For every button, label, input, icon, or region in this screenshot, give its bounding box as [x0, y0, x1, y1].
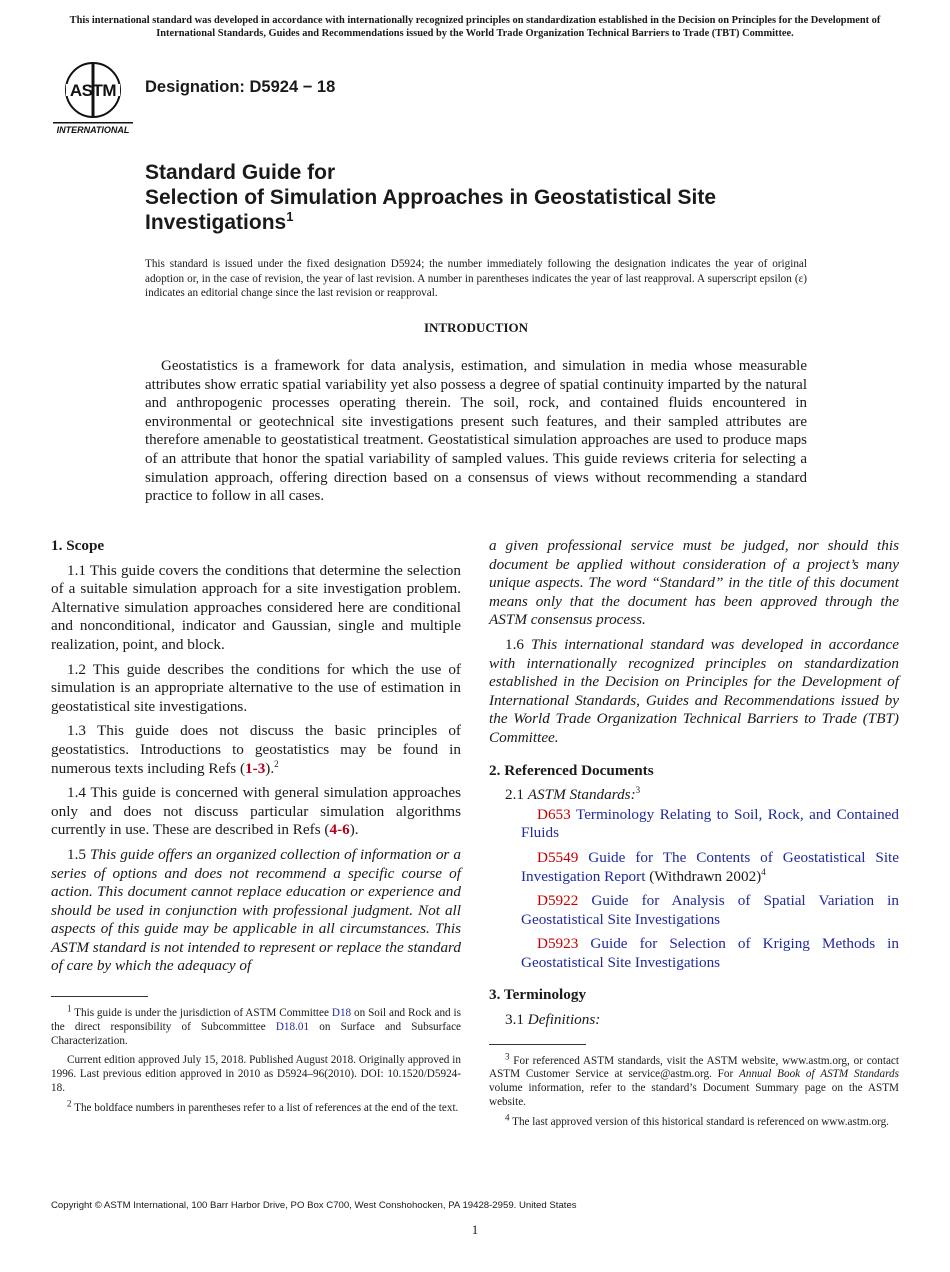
subcommittee-d18-01-link[interactable]: D18.01	[275, 1020, 310, 1033]
committee-d18-link[interactable]: D18	[331, 1007, 352, 1020]
footnote-mark: 4	[761, 866, 766, 877]
standard-status: (Withdrawn 2002)	[645, 867, 762, 885]
right-column	[489, 537, 899, 1136]
title-line-1: Standard Guide for	[145, 161, 336, 184]
title-line-2: Selection of Simulation Approaches in Geostatistical Site	[145, 186, 717, 209]
title-footnote-mark: 1	[286, 209, 294, 224]
standard-title[interactable]: Guide for The Contents of Geostatistical Site Investigation Report	[521, 848, 899, 885]
referenced-standard-d653[interactable]	[489, 806, 899, 843]
referenced-standard-d5922[interactable]	[489, 892, 899, 929]
astm-logo-icon	[51, 56, 135, 136]
section-2-1: 2.1 ASTM Standards:$^3$	[505, 785, 641, 804]
footnote-4: $^4$ The last approved version of this historical standard is referenced on www.astm.org.	[505, 1112, 889, 1128]
page-number: 1	[471, 1222, 479, 1237]
introduction-text: Geostatistics is a framework for data analysis, estimation, and simulation in media whose measurable attributes show erratic spatial variability yet also possess a degree of spatial continuity imparted by the natural and anthropogenic processes operating therein. The soil, rock, and contained fluids encountered in environmental or geotechnical site investigations present such features, and their sampled attributes are therefore amenable to geostatistical treatment. Geostatistical simulation approaches are used to produce maps of an attribute that honor the spatial variability of sampled values. This guide reviews criteria for selecting a simulation approach, offering direction based on a consensus of views without recommending a standard practice to follow in all cases.	[145, 358, 807, 505]
section-1-3: 1.3 This guide does not discuss the basic principles of geostatistics. Introductions to geostatistics may be found in numerous texts including Refs (1-3).$^2$	[51, 722, 461, 777]
section-1-6: 1.6 This international standard was developed in accordance with internationally recognized principles on standardization established in the Decision on Principles for the Development of International Standards, Guides and Recommendations issued by the World Trade Organization Technical Barriers to Trade (TBT) Committee.	[489, 635, 900, 746]
section-1-1: 1.1 This guide covers the conditions that determine the selection of a suitable simulation approach for a site investigation problem. Alternative simulation approaches considered here are conditional and nonconditional, indicator and Gaussian, single and multiple realization, point, and block.	[51, 561, 461, 653]
copyright-footer: Copyright © ASTM International, 100 Barr Harbor Drive, PO Box C700, West Conshohocken, PA 19428-2959. United States	[51, 1200, 577, 1211]
footnote-1-edition: Current edition approved July 15, 2018. Published August 2018. Originally approved in 1996. Last previous edition approved in 2010 as D5924–96(2010). DOI: 10.1520/D5924-18.	[51, 1054, 461, 1095]
section-1-5-continued: a given professional service must be judged, nor should this document be applied without consideration of a project’s many unique aspects. The word “Standard” in the title of this document means only that the document has been approved through the ASTM consensus process.	[489, 537, 899, 629]
section-3-1: 3.1 Definitions:	[505, 1011, 601, 1029]
referenced-standards-list	[489, 806, 899, 973]
issuance-statement: This standard is issued under the fixed designation D5924; the number immediately following the designation indicates the year of original adoption or, in the case of revision, the year of last revision. A number in parentheses indicates the year of last reapproval. A superscript epsilon (ε) indicates an editorial change since the last revision or reapproval.	[145, 258, 807, 299]
standard-title[interactable]: Terminology Relating to Soil, Rock, and Contained Fluids	[521, 805, 899, 842]
ref-link-1-3[interactable]: 1-3	[245, 759, 266, 777]
standard-code[interactable]: D5922	[537, 892, 579, 910]
footnote-mark-2: 2	[274, 758, 279, 769]
referenced-standard-d5923[interactable]	[489, 935, 899, 972]
terminology-heading: 3. Terminology	[489, 986, 587, 1004]
footnote-1: $^1$ This guide is under the jurisdiction of ASTM Committee D18 on Soil and Rock and is the direct responsibility of Subcommittee D18.01 on Surface and Subsurface Characterization.	[51, 1003, 461, 1047]
ref-link-4-6[interactable]: 4-6	[329, 821, 350, 839]
footnote-3: $^3$ For referenced ASTM standards, visit the ASTM website, www.astm.org, or contact ASTM Customer Service at service@astm.org. For Annual Book of ASTM Standards volume information, refer to the standard’s Document Summary page on the ASTM website.	[489, 1050, 899, 1109]
referenced-documents-heading: 2. Referenced Documents	[489, 761, 654, 779]
footnote-divider	[51, 996, 148, 997]
designation: Designation: D5924 − 18	[145, 78, 336, 96]
footnote-divider-right	[489, 1044, 586, 1045]
scope-heading: 1. Scope	[51, 537, 105, 554]
title-line-3: Investigations	[145, 211, 287, 234]
logo-subtext: INTERNATIONAL	[56, 125, 130, 135]
section-1-4: 1.4 This guide is concerned with general simulation approaches only and does not discuss particular simulation algorithms currently in use. These are described in Refs (4-6).	[51, 784, 461, 839]
section-1-5: 1.5 This guide offers an organized collection of information or a series of options and does not recommend a specific course of action. This document cannot replace education or experience and should be used in conjunction with professional judgment. Not all aspects of this guide may be applicable in all circumstances. This ASTM standard is not intended to represent or replace the standard of care by which the adequacy of	[51, 845, 461, 975]
astm-logo	[51, 56, 135, 136]
section-1-2: 1.2 This guide describes the conditions for which the use of simulation is an appropriate alternative to the use of estimation in geostatistical site investigations.	[51, 660, 461, 715]
standard-notice: This international standard was developed in accordance with internationally recognized principles on standardization established in the Decision on Principles for the Development of International Standards, Guides and Recommendations issued by the World Trade Organization Technical Barriers to Trade (TBT) Committee.	[69, 15, 881, 39]
document-title	[145, 160, 865, 235]
standard-code[interactable]: D5923	[537, 935, 579, 953]
standard-title[interactable]: Guide for Selection of Kriging Methods in Geostatistical Site Investigations	[521, 935, 899, 971]
referenced-standard-d5549[interactable]	[489, 849, 899, 886]
introduction-heading: INTRODUCTION	[423, 320, 528, 335]
footnote-2: $^2$ The boldface numbers in parentheses refer to a list of references at the end of the text.	[67, 1098, 459, 1114]
logo-text: ASTM	[69, 81, 117, 100]
standard-title[interactable]: Guide for Analysis of Spatial Variation in Geostatistical Site Investigations	[521, 892, 899, 928]
standard-code[interactable]: D5549	[537, 848, 579, 866]
standard-code[interactable]: D653	[537, 805, 571, 823]
left-column	[51, 537, 461, 1122]
